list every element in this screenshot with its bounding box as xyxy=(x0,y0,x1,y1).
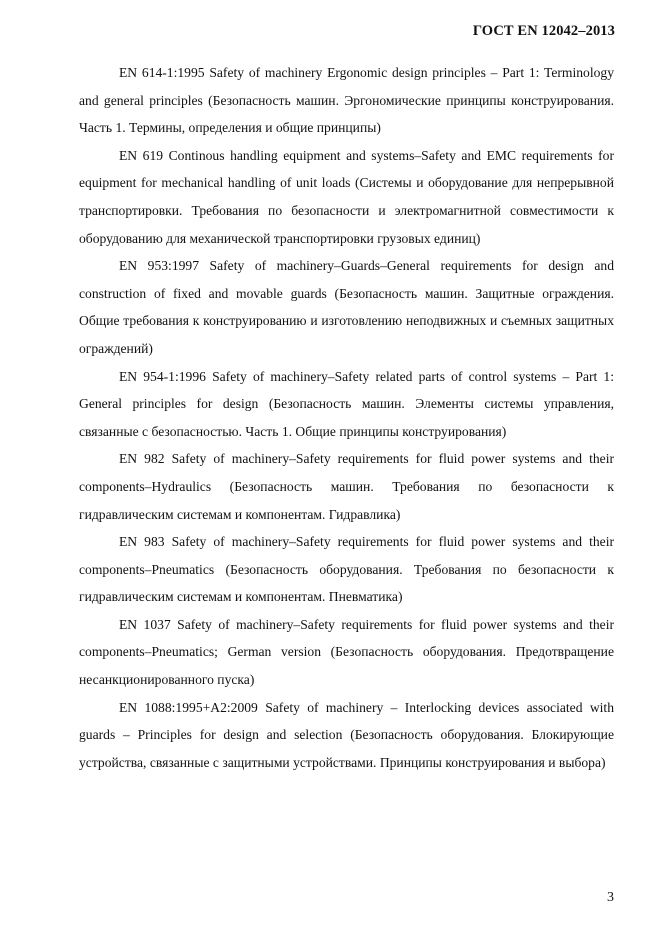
reference-en-1088: EN 1088:1995+A2:2009 Safety of machinery – Interlocking devices associated with guards – Principles for design and selection (Безопасность оборудования. Блокирующие устройства, связанные с защитными устройствами. Принципы конструирования и выбора) xyxy=(79,699,614,770)
reference-en-614-1: EN 614-1:1995 Safety of machinery Ergonomic design principles – Part 1: Terminology and general principles (Безопасность машин. Эргономические принципы конструирования. Часть 1. Термины, определения и общие принципы) xyxy=(79,65,614,136)
reference-en-619: EN 619 Continous handling equipment and systems–Safety and EMC requirements for equipment for mechanical handling of unit loads (Системы и оборудование для непрерывной транспортировки. Требования по безопасности и электромагнитной совместимости к оборудованию для механической транспортировки грузовых единиц) xyxy=(79,147,614,246)
page-number: 3 xyxy=(607,890,614,905)
reference-en-954-1: EN 954-1:1996 Safety of machinery–Safety related parts of control systems – Part 1: General principles for design (Безопасность машин. Элементы системы управления, связанные с безопасностью. Часть 1. Общие принципы конструирования) xyxy=(79,368,614,439)
reference-en-953: EN 953:1997 Safety of machinery–Guards–General requirements for design and construction of fixed and movable guards (Безопасность машин. Защитные ограждения. Общие требования к конструированию и изготовлению неподвижных и съемных защитных ограждений) xyxy=(79,258,614,356)
normative-references-list xyxy=(79,59,614,776)
reference-en-983: EN 983 Safety of machinery–Safety requirements for fluid power systems and their components–Pneumatics (Безопасность оборудования. Требования по безопасности к гидравлическим системам и компонентам. Пневматика) xyxy=(79,534,614,605)
reference-en-1037: EN 1037 Safety of machinery–Safety requirements for fluid power systems and their components–Pneumatics; German version (Безопасность оборудования. Предотвращение несанкционированного пуска) xyxy=(79,616,614,688)
standard-header: ГОСТ EN 12042–2013 xyxy=(472,23,615,39)
reference-en-982: EN 982 Safety of machinery–Safety requirements for fluid power systems and their components–Hydraulics (Безопасность машин. Требования по безопасности к гидравлическим системам и компонентам. Гидравлика) xyxy=(79,451,614,522)
